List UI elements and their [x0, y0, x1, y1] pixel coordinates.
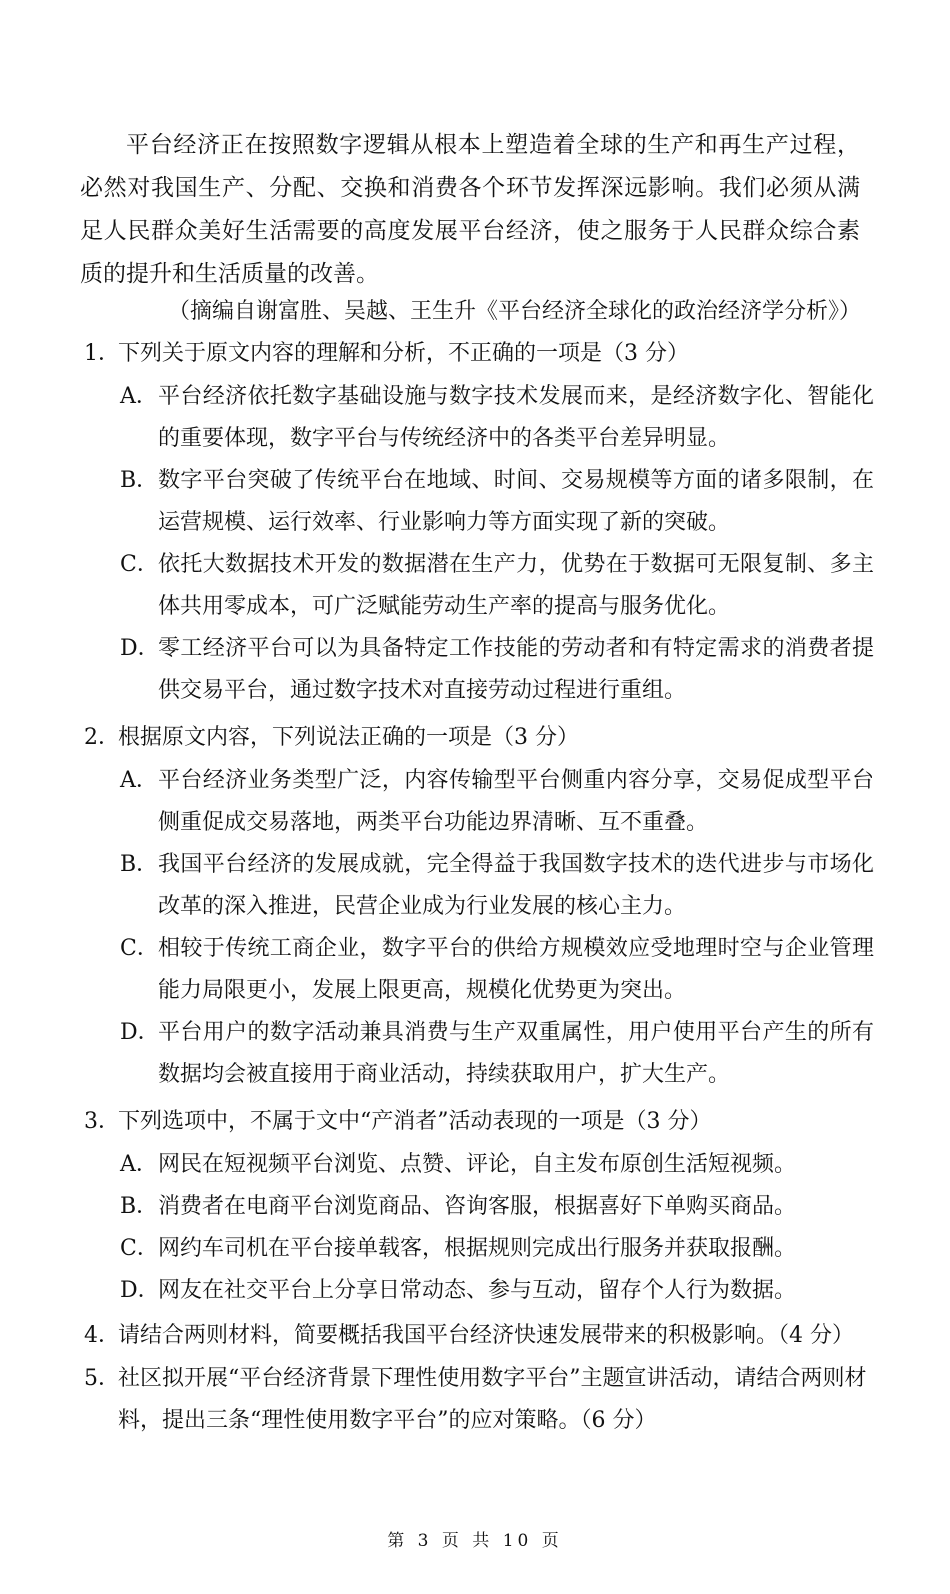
option-c: [84, 544, 874, 628]
option-letter: D．: [120, 1278, 160, 1303]
option-text: 我国平台经济的发展成就，完全得益于我国数字技术的迭代进步与市场化改革的深入推进，民营企业成为行业发展的核心主力。: [158, 852, 874, 919]
option-c: [84, 928, 874, 1012]
option-a: [84, 760, 874, 844]
option-letter: C．: [120, 936, 159, 961]
option-letter: B．: [120, 468, 159, 493]
option-d: [84, 1270, 874, 1312]
option-text: 零工经济平台可以为具备特定工作技能的劳动者和有特定需求的消费者提供交易平台，通过数字技术对直接劳动过程进行重组。: [158, 636, 874, 703]
question-stem: [84, 334, 874, 374]
option-text: 依托大数据技术开发的数据潜在生产力，优势在于数据可无限复制、多主体共用零成本，可广泛赋能劳动生产率的提高与服务优化。: [158, 552, 874, 619]
option-text: 平台经济业务类型广泛，内容传输型平台侧重内容分享，交易促成型平台侧重促成交易落地，两类平台功能边界清晰、互不重叠。: [158, 768, 874, 835]
option-letter: C．: [120, 1236, 159, 1261]
question-number: 3．: [84, 1109, 120, 1134]
question-2: [84, 718, 874, 1096]
option-letter: D．: [120, 636, 160, 661]
question-number: 4．: [84, 1323, 120, 1348]
option-b: [84, 1186, 874, 1228]
option-b: [84, 460, 874, 544]
option-text: 网民在短视频平台浏览、点赞、评论，自主发布原创生活短视频。: [158, 1152, 797, 1177]
option-text: 网友在社交平台上分享日常动态、参与互动，留存个人行为数据。: [158, 1278, 797, 1303]
option-text: 网约车司机在平台接单载客，根据规则完成出行服务并获取报酬。: [158, 1236, 797, 1261]
option-text: 平台用户的数字活动兼具消费与生产双重属性，用户使用平台产生的所有数据均会被直接用于商业活动，持续获取用户，扩大生产。: [158, 1020, 874, 1087]
page-footer: 第 3 页 共 10 页: [387, 1531, 563, 1551]
question-text: 根据原文内容，下列说法正确的一项是（3 分）: [118, 725, 579, 750]
question-3: [84, 1102, 874, 1312]
question-number: 2．: [84, 725, 120, 750]
option-text: 相较于传统工商企业，数字平台的供给方规模效应受地理时空与企业管理能力局限更小，发展上限更高，规模化优势更为突出。: [158, 936, 874, 1003]
question-stem: [84, 1316, 874, 1356]
question-1: [84, 334, 874, 712]
option-text: 数字平台突破了传统平台在地域、时间、交易规模等方面的诸多限制，在运营规模、运行效率、行业影响力等方面实现了新的突破。: [158, 468, 874, 535]
option-b: [84, 844, 874, 928]
question-5: [84, 1358, 874, 1442]
option-a: [84, 1144, 874, 1186]
option-letter: B．: [120, 1194, 159, 1219]
option-d: [84, 628, 874, 712]
question-text: 社区拟开展“平台经济背景下理性使用数字平台”主题宣讲活动，请结合两则材料，提出三条“理性使用数字平台”的应对策略。（6 分）: [118, 1366, 867, 1433]
option-letter: A．: [120, 384, 158, 409]
option-text: 消费者在电商平台浏览商品、咨询客服，根据喜好下单购买商品。: [158, 1194, 797, 1219]
question-text: 请结合两则材料，简要概括我国平台经济快速发展带来的积极影响。（4 分）: [118, 1323, 854, 1348]
option-text: 平台经济依托数字基础设施与数字技术发展而来，是经济数字化、智能化的重要体现，数字平台与传统经济中的各类平台差异明显。: [158, 384, 874, 451]
option-c: [84, 1228, 874, 1270]
option-letter: A．: [120, 768, 158, 793]
question-number: 1．: [84, 341, 120, 366]
question-4: [84, 1316, 874, 1356]
option-letter: B．: [120, 852, 159, 877]
passage-source: （摘编自谢富胜、吴越、王生升《平台经济全球化的政治经济学分析》）: [168, 299, 862, 324]
option-d: [84, 1012, 874, 1096]
question-stem: [84, 1358, 874, 1442]
question-text: 下列选项中，不属于文中“产消者”活动表现的一项是（3 分）: [118, 1109, 712, 1134]
question-number: 5．: [84, 1366, 120, 1391]
option-letter: D．: [120, 1020, 160, 1045]
option-letter: C．: [120, 552, 159, 577]
question-stem: [84, 1102, 874, 1142]
passage-paragraph: 平台经济正在按照数字逻辑从根本上塑造着全球的生产和再生产过程，必然对我国生产、分配、交换和消费各个环节发挥深远影响。我们必须从满足人民群众美好生活需要的高度发展平台经济，使之服务于人民群众综合素质的提升和生活质量的改善。: [80, 132, 860, 287]
option-a: [84, 376, 874, 460]
option-letter: A．: [120, 1152, 158, 1177]
question-text: 下列关于原文内容的理解和分析，不正确的一项是（3 分）: [118, 341, 689, 366]
question-stem: [84, 718, 874, 758]
